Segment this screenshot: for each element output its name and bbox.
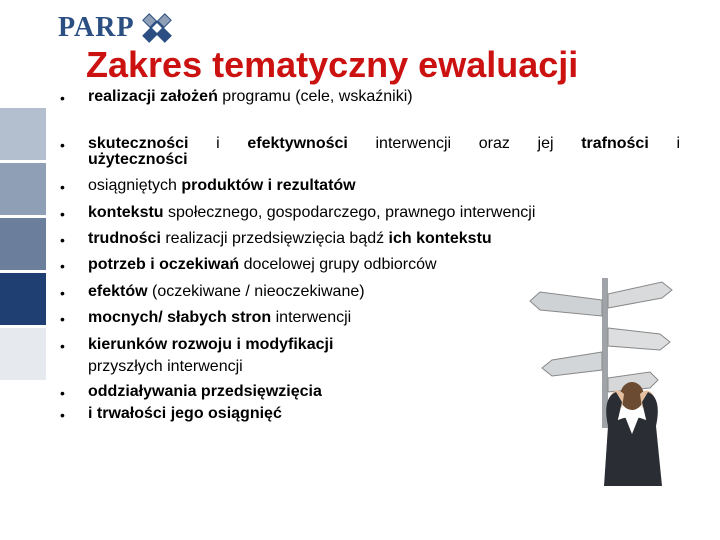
list-item-text: trafności bbox=[581, 135, 649, 152]
bullet-marker: • bbox=[60, 90, 65, 106]
list-item-text: kontekstu bbox=[88, 204, 164, 221]
signpost-figure-illustration bbox=[512, 268, 682, 486]
list-item-text: ich kontekstu bbox=[388, 230, 492, 247]
list-item-text: efektów bbox=[88, 283, 148, 300]
bullet-marker: • bbox=[60, 206, 65, 222]
list-item-text: kierunków rozwoju i modyfikacji bbox=[88, 336, 334, 353]
list-item-text: użyteczności bbox=[88, 151, 188, 168]
list-item-text: skuteczności bbox=[88, 135, 189, 152]
sidebar-block bbox=[0, 108, 46, 160]
list-item-text: (oczekiwane / nieoczekiwane) bbox=[147, 283, 365, 300]
list-item-text: i bbox=[188, 135, 248, 152]
list-item bbox=[88, 204, 535, 222]
list-item bbox=[88, 256, 437, 274]
bullet-marker: • bbox=[60, 179, 65, 195]
bullet-marker: • bbox=[60, 338, 65, 354]
list-item bbox=[88, 309, 351, 327]
sidebar-block bbox=[0, 218, 46, 270]
logo-cross-icon bbox=[139, 10, 175, 46]
bullet-marker: • bbox=[60, 311, 65, 327]
list-item bbox=[88, 88, 413, 106]
bullet-marker: • bbox=[60, 232, 65, 248]
list-item-text: mocnych/ słabych stron bbox=[88, 309, 272, 326]
list-item-text: programu (cele, wskaźniki) bbox=[217, 88, 413, 105]
list-item-text: docelowej grupy odbiorców bbox=[239, 256, 437, 273]
list-item-text: oddziaływania przedsięwzięcia bbox=[88, 383, 322, 400]
list-item-text: efektywności bbox=[247, 135, 348, 152]
list-item-text: społecznego, gospodarczego, prawnego interwencji bbox=[163, 204, 536, 221]
list-item-text: trudności bbox=[88, 230, 161, 247]
list-item bbox=[88, 383, 322, 401]
list-item-text: osiągniętych bbox=[88, 177, 182, 194]
list-item-text: przyszłych interwencji bbox=[88, 358, 243, 375]
sidebar-block bbox=[0, 328, 46, 380]
bullet-marker: • bbox=[60, 385, 65, 401]
bullet-marker: • bbox=[60, 137, 65, 153]
list-item-text: produktów i rezultatów bbox=[181, 177, 356, 194]
list-item-text: i bbox=[648, 135, 680, 152]
logo-text: PARP bbox=[58, 12, 135, 43]
list-item bbox=[88, 230, 492, 248]
sidebar-block bbox=[0, 163, 46, 215]
list-item-text: potrzeb i oczekiwań bbox=[88, 256, 240, 273]
list-item bbox=[88, 405, 282, 423]
list-item-text: realizacji założeń bbox=[88, 88, 218, 105]
bullet-marker: • bbox=[60, 407, 65, 423]
list-item-text: interwencji bbox=[271, 309, 352, 326]
list-item bbox=[88, 283, 365, 301]
bullet-marker: • bbox=[60, 285, 65, 301]
sidebar-color-blocks bbox=[0, 108, 46, 383]
list-item-text: realizacji przedsięwzięcia bądź bbox=[160, 230, 389, 247]
list-item-continuation bbox=[88, 358, 243, 376]
bullet-marker: • bbox=[60, 258, 65, 274]
list-item-continuation bbox=[88, 151, 188, 169]
list-item bbox=[88, 336, 333, 354]
parp-logo bbox=[58, 10, 175, 46]
list-item-text: interwencji oraz jej bbox=[347, 135, 582, 152]
list-item-text: i trwałości jego osiągnięć bbox=[88, 405, 282, 422]
slide-title: Zakres tematyczny ewaluacji bbox=[86, 44, 579, 85]
sidebar-block bbox=[0, 273, 46, 325]
list-item bbox=[88, 177, 356, 195]
